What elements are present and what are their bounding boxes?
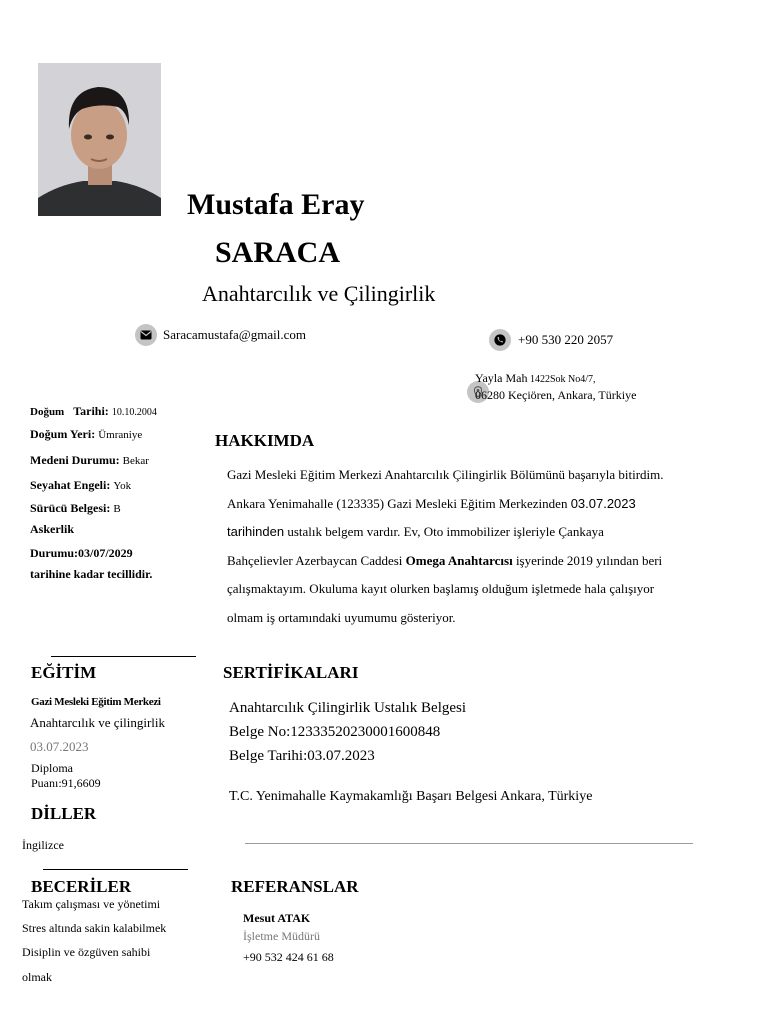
about-line-2-text: Ankara Yenimahalle (123335) Gazi Mesleki Eğitim Merkezinden	[227, 495, 571, 511]
skill-item: Disiplin ve özgüven sahibi	[22, 945, 151, 959]
person-portrait-icon	[38, 63, 161, 216]
diploma-label: Diploma	[31, 761, 73, 775]
about-line-5: çalışmaktayım. Okuluma kayıt olurken başlamış olduğum işletmede hala çalışıyor	[227, 581, 655, 597]
address-line-1	[475, 371, 596, 386]
address-street-number: 1422Sok No	[527, 374, 581, 385]
birth-place-value: Ümraniye	[98, 429, 143, 441]
skills-heading: BECERİLER	[31, 877, 132, 896]
certificates-heading: SERTİFİKALARI	[223, 663, 359, 682]
military-status: Durumu:03/07/2029	[30, 546, 133, 560]
languages-heading: DİLLER	[31, 804, 97, 823]
references-heading: REFERANSLAR	[231, 877, 359, 896]
email-link[interactable]: Saracamustafa@gmail.com	[163, 327, 306, 342]
marital-status-label: Medeni Durumu:	[30, 453, 120, 467]
travel-restriction-label: Seyahat Engeli:	[30, 478, 111, 492]
marital-status-value: Bekar	[122, 455, 149, 467]
marital-status-row	[30, 453, 149, 468]
about-line-4	[227, 547, 664, 576]
birth-date-value: 10.10.2004	[111, 407, 157, 418]
education-school: Gazi Mesleki Eğitim Merkezi	[31, 696, 161, 708]
section-divider-right	[245, 843, 693, 844]
about-line-1: Gazi Mesleki Eğitim Merkezi Anahtarcılık Çilingirlik Bölümünü başarıyla bitirdim.	[227, 467, 664, 482]
phone-icon	[489, 329, 511, 351]
birth-date-label-2: Tarihi:	[73, 404, 109, 418]
about-line-2	[227, 490, 664, 519]
about-line-3	[227, 518, 664, 547]
skill-item: olmak	[22, 970, 52, 984]
military-label: Askerlik	[30, 522, 75, 536]
about-certificate-date: 03.07.2023	[570, 495, 636, 511]
address-door-number: 4/7,	[580, 374, 596, 385]
education-department: Anahtarcılık ve çilingirlik	[30, 715, 166, 730]
skill-item: Stres altında sakin kalabilmek	[22, 921, 167, 935]
envelope-icon	[135, 324, 157, 346]
travel-restriction-row	[30, 478, 131, 493]
certificate-date: Belge Tarihi:03.07.2023	[229, 748, 375, 764]
diploma-score: Puanı:91,6609	[31, 776, 101, 790]
reference-title: İşletme Müdürü	[243, 929, 320, 943]
birth-place-label: Doğum Yeri:	[30, 427, 96, 441]
birth-place-row	[30, 427, 142, 442]
about-line-4-text: Bahçelievler Azerbaycan Caddesi	[227, 552, 406, 568]
address-line-2: 06280 Keçiören, Ankara, Türkiye	[475, 388, 637, 402]
job-title: Anahtarcılık ve Çilingirlik	[202, 281, 436, 306]
about-line-3-lead: tarihinden	[227, 524, 285, 540]
phone-number[interactable]: +90 530 220 2057	[518, 332, 614, 347]
military-note: tarihine kadar tecillidir.	[30, 567, 153, 581]
education-heading: EĞİTİM	[31, 663, 97, 682]
first-name: Mustafa Eray	[187, 188, 365, 221]
birth-date-row	[30, 404, 157, 419]
about-line-6: olmam iş ortamındaki uyumumu gösteriyor.	[227, 609, 456, 625]
education-date: 03.07.2023	[30, 739, 89, 754]
skill-item: Takım çalışması ve yönetimi	[22, 897, 161, 911]
reference-name: Mesut ATAK	[243, 911, 311, 925]
profile-photo	[38, 63, 161, 216]
driving-license-value: B	[113, 503, 121, 515]
birth-date-label: Doğum	[30, 406, 65, 418]
language-item: İngilizce	[22, 838, 64, 852]
driving-license-label: Sürücü Belgesi:	[30, 501, 111, 515]
last-name: SARACA	[215, 236, 341, 269]
travel-restriction-value: Yok	[113, 480, 132, 492]
certificate-achievement: T.C. Yenimahalle Kaymakamlığı Başarı Belgesi Ankara, Türkiye	[229, 789, 593, 804]
about-workplace-name: Omega Anahtarcısı	[405, 552, 513, 568]
about-heading: HAKKIMDA	[215, 431, 315, 450]
about-line-4-tail: işyerinde 2019 yılından beri	[512, 552, 663, 568]
about-text	[227, 461, 664, 633]
reference-phone[interactable]: +90 532 424 61 68	[243, 950, 334, 964]
section-divider-2	[43, 869, 188, 870]
certificate-number: Belge No:12333520230001600848	[229, 724, 441, 740]
section-divider	[51, 656, 196, 657]
driving-license-row	[30, 501, 121, 516]
about-line-3-text: ustalık belgem vardır. Ev, Oto immobilizer işleriyle Çankaya	[284, 524, 604, 540]
certificate-title: Anahtarcılık Çilingirlik Ustalık Belgesi	[229, 700, 467, 716]
address-street: Yayla Mah	[475, 371, 528, 385]
